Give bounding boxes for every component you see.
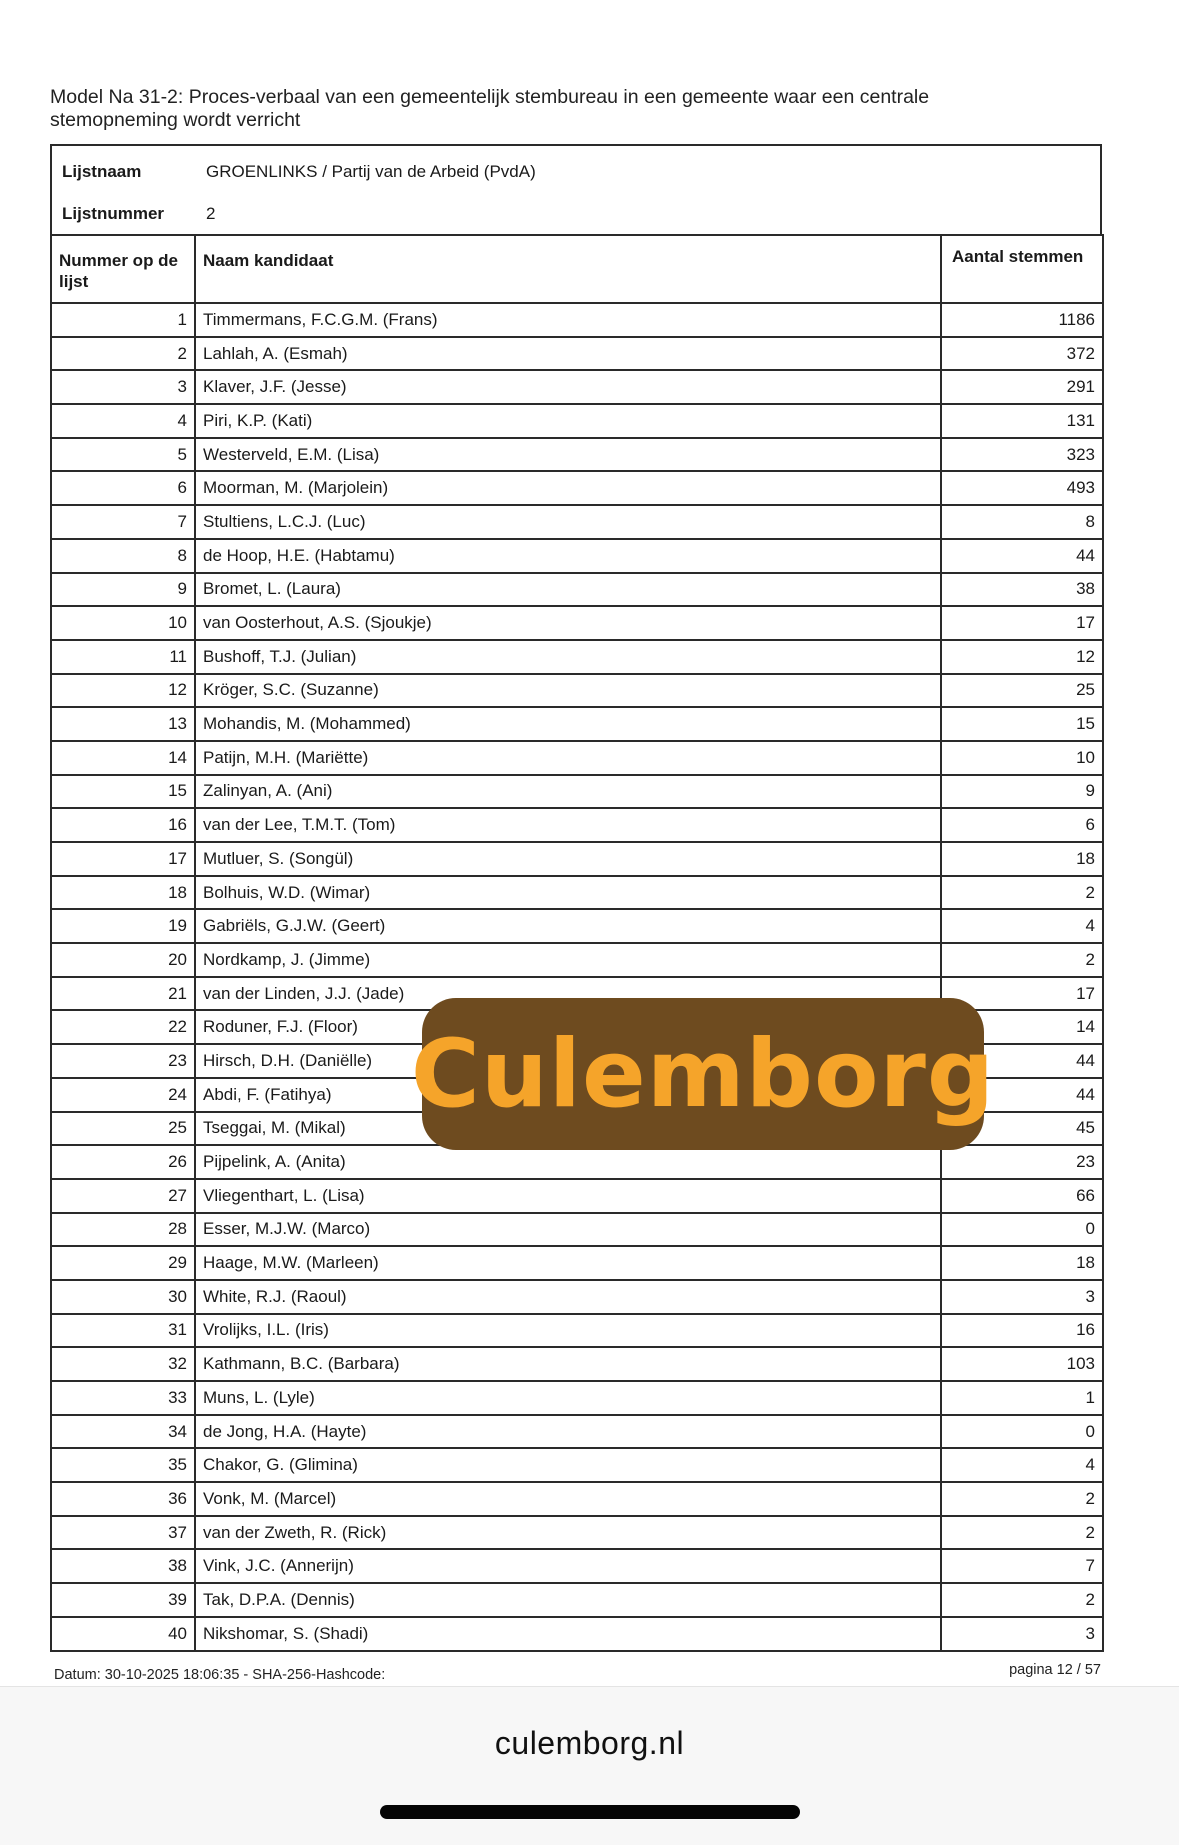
column-header-name: Naam kandidaat	[195, 235, 941, 303]
candidate-name: Westerveld, E.M. (Lisa)	[195, 438, 941, 472]
candidate-name: Patijn, M.H. (Mariëtte)	[195, 741, 941, 775]
candidate-number: 9	[51, 573, 195, 607]
candidate-votes: 2	[941, 1516, 1103, 1550]
culemborg-watermark: Culemborg	[422, 998, 984, 1150]
candidate-name: Mohandis, M. (Mohammed)	[195, 707, 941, 741]
candidate-votes: 493	[941, 471, 1103, 505]
table-row	[51, 1314, 1103, 1348]
candidate-number: 21	[51, 977, 195, 1011]
table-row	[51, 337, 1103, 371]
table-row	[51, 741, 1103, 775]
table-row	[51, 370, 1103, 404]
table-row	[51, 404, 1103, 438]
candidate-votes: 2	[941, 876, 1103, 910]
candidate-votes: 16	[941, 1314, 1103, 1348]
candidate-name: Stultiens, L.C.J. (Luc)	[195, 505, 941, 539]
table-header-row	[51, 235, 1103, 303]
candidate-votes: 9	[941, 775, 1103, 809]
candidate-number: 17	[51, 842, 195, 876]
table-row	[51, 1482, 1103, 1516]
candidate-name: Gabriëls, G.J.W. (Geert)	[195, 909, 941, 943]
candidate-votes: 14	[941, 1010, 1103, 1044]
candidate-number: 15	[51, 775, 195, 809]
candidate-number: 24	[51, 1078, 195, 1112]
table-row	[51, 303, 1103, 337]
table-row	[51, 842, 1103, 876]
footer-pagina: pagina 12 / 57	[1009, 1662, 1101, 1678]
candidate-votes: 131	[941, 404, 1103, 438]
table-row	[51, 775, 1103, 809]
column-header-number: Nummer op de lijst	[51, 235, 195, 303]
candidate-name: Kathmann, B.C. (Barbara)	[195, 1347, 941, 1381]
candidate-votes: 18	[941, 842, 1103, 876]
candidate-name: Roduner, F.J. (Floor)	[195, 1010, 941, 1044]
candidate-votes: 3	[941, 1617, 1103, 1651]
candidate-votes: 18	[941, 1246, 1103, 1280]
candidate-name: Tseggai, M. (Mikal)	[195, 1112, 941, 1146]
candidate-name: Pijpelink, A. (Anita)	[195, 1145, 941, 1179]
candidate-votes: 372	[941, 337, 1103, 371]
candidate-votes: 2	[941, 1583, 1103, 1617]
table-row	[51, 1145, 1103, 1179]
candidate-number: 14	[51, 741, 195, 775]
candidate-votes: 12	[941, 640, 1103, 674]
candidate-number: 35	[51, 1448, 195, 1482]
candidate-votes: 291	[941, 370, 1103, 404]
candidate-votes: 17	[941, 977, 1103, 1011]
candidate-number: 18	[51, 876, 195, 910]
table-row	[51, 539, 1103, 573]
candidate-number: 2	[51, 337, 195, 371]
candidate-votes: 8	[941, 505, 1103, 539]
candidate-name: Bromet, L. (Laura)	[195, 573, 941, 607]
table-row	[51, 909, 1103, 943]
candidate-name: Haage, M.W. (Marleen)	[195, 1246, 941, 1280]
table-row	[51, 1583, 1103, 1617]
candidate-number: 13	[51, 707, 195, 741]
document-title-line-2: stemopneming wordt verricht	[50, 109, 301, 131]
candidate-votes: 4	[941, 1448, 1103, 1482]
candidate-number: 12	[51, 674, 195, 708]
table-row	[51, 471, 1103, 505]
candidate-name: Zalinyan, A. (Ani)	[195, 775, 941, 809]
candidate-name: Nikshomar, S. (Shadi)	[195, 1617, 941, 1651]
candidate-votes: 3	[941, 1280, 1103, 1314]
candidate-name: van der Zweth, R. (Rick)	[195, 1516, 941, 1550]
site-url[interactable]: culemborg.nl	[494, 1725, 685, 1761]
candidate-name: Lahlah, A. (Esmah)	[195, 337, 941, 371]
candidate-votes: 1186	[941, 303, 1103, 337]
candidate-number: 25	[51, 1112, 195, 1146]
candidate-name: van der Linden, J.J. (Jade)	[195, 977, 941, 1011]
table-row	[51, 808, 1103, 842]
candidate-number: 4	[51, 404, 195, 438]
table-row	[51, 573, 1103, 607]
table-row	[51, 707, 1103, 741]
home-indicator[interactable]	[380, 1805, 800, 1819]
lijstnaam-value: GROENLINKS / Partij van de Arbeid (PvdA)	[206, 162, 536, 181]
candidate-votes: 0	[941, 1415, 1103, 1449]
candidate-votes: 0	[941, 1213, 1103, 1247]
candidates-table	[50, 234, 1104, 1652]
candidate-name: Chakor, G. (Glimina)	[195, 1448, 941, 1482]
table-row	[51, 1280, 1103, 1314]
table-row	[51, 640, 1103, 674]
candidate-name: de Jong, H.A. (Hayte)	[195, 1415, 941, 1449]
candidate-number: 7	[51, 505, 195, 539]
candidate-votes: 103	[941, 1347, 1103, 1381]
candidate-votes: 44	[941, 1078, 1103, 1112]
candidate-name: van der Lee, T.M.T. (Tom)	[195, 808, 941, 842]
candidate-name: Nordkamp, J. (Jimme)	[195, 943, 941, 977]
table-row	[51, 674, 1103, 708]
footer-datum: Datum: 30-10-2025 18:06:35 - SHA-256-Hashcode:	[54, 1667, 386, 1683]
candidate-votes: 10	[941, 741, 1103, 775]
candidate-name: Tak, D.P.A. (Dennis)	[195, 1583, 941, 1617]
table-row	[51, 1381, 1103, 1415]
candidate-number: 32	[51, 1347, 195, 1381]
candidate-name: Muns, L. (Lyle)	[195, 1381, 941, 1415]
candidate-votes: 25	[941, 674, 1103, 708]
candidate-votes: 2	[941, 1482, 1103, 1516]
candidate-name: Bushoff, T.J. (Julian)	[195, 640, 941, 674]
candidate-votes: 45	[941, 1112, 1103, 1146]
candidate-votes: 323	[941, 438, 1103, 472]
candidate-name: Bolhuis, W.D. (Wimar)	[195, 876, 941, 910]
candidate-name: Hirsch, D.H. (Daniëlle)	[195, 1044, 941, 1078]
candidate-number: 5	[51, 438, 195, 472]
candidate-number: 34	[51, 1415, 195, 1449]
table-row	[51, 943, 1103, 977]
candidate-number: 27	[51, 1179, 195, 1213]
candidate-number: 1	[51, 303, 195, 337]
candidate-number: 31	[51, 1314, 195, 1348]
candidate-number: 28	[51, 1213, 195, 1247]
table-row	[51, 1516, 1103, 1550]
candidate-votes: 15	[941, 707, 1103, 741]
candidate-number: 37	[51, 1516, 195, 1550]
table-row	[51, 1179, 1103, 1213]
candidate-number: 11	[51, 640, 195, 674]
table-row	[51, 1347, 1103, 1381]
candidate-name: White, R.J. (Raoul)	[195, 1280, 941, 1314]
candidate-number: 8	[51, 539, 195, 573]
candidate-votes: 1	[941, 1381, 1103, 1415]
browser-bottom-bar	[0, 1686, 1179, 1845]
candidate-votes: 17	[941, 606, 1103, 640]
candidate-number: 29	[51, 1246, 195, 1280]
candidate-number: 26	[51, 1145, 195, 1179]
candidate-name: de Hoop, H.E. (Habtamu)	[195, 539, 941, 573]
candidate-name: van Oosterhout, A.S. (Sjoukje)	[195, 606, 941, 640]
candidate-name: Timmermans, F.C.G.M. (Frans)	[195, 303, 941, 337]
candidate-name: Piri, K.P. (Kati)	[195, 404, 941, 438]
lijstnaam-label: Lijstnaam	[62, 162, 142, 181]
candidate-number: 23	[51, 1044, 195, 1078]
candidate-number: 20	[51, 943, 195, 977]
candidate-number: 36	[51, 1482, 195, 1516]
candidate-number: 16	[51, 808, 195, 842]
candidate-name: Mutluer, S. (Songül)	[195, 842, 941, 876]
candidate-votes: 66	[941, 1179, 1103, 1213]
candidate-votes: 6	[941, 808, 1103, 842]
candidate-name: Moorman, M. (Marjolein)	[195, 471, 941, 505]
table-row	[51, 1213, 1103, 1247]
candidate-name: Vrolijks, I.L. (Iris)	[195, 1314, 941, 1348]
table-row	[51, 1246, 1103, 1280]
candidate-number: 33	[51, 1381, 195, 1415]
candidate-number: 38	[51, 1549, 195, 1583]
table-row	[51, 606, 1103, 640]
candidate-number: 22	[51, 1010, 195, 1044]
table-row	[51, 1448, 1103, 1482]
candidate-name: Kröger, S.C. (Suzanne)	[195, 674, 941, 708]
table-row	[51, 438, 1103, 472]
candidate-number: 39	[51, 1583, 195, 1617]
table-row	[51, 505, 1103, 539]
table-row	[51, 876, 1103, 910]
candidate-votes: 44	[941, 539, 1103, 573]
candidate-number: 30	[51, 1280, 195, 1314]
candidate-name: Vonk, M. (Marcel)	[195, 1482, 941, 1516]
candidate-number: 10	[51, 606, 195, 640]
candidate-name: Abdi, F. (Fatihya)	[195, 1078, 941, 1112]
document-title-line-1: Model Na 31-2: Proces-verbaal van een gemeentelijk stembureau in een gemeente waar een centrale	[50, 86, 930, 108]
candidate-name: Esser, M.J.W. (Marco)	[195, 1213, 941, 1247]
candidate-votes: 44	[941, 1044, 1103, 1078]
candidate-name: Klaver, J.F. (Jesse)	[195, 370, 941, 404]
candidate-number: 40	[51, 1617, 195, 1651]
lijstnummer-value: 2	[206, 204, 216, 223]
candidate-name: Vliegenthart, L. (Lisa)	[195, 1179, 941, 1213]
table-row	[51, 1549, 1103, 1583]
document-title	[50, 86, 1030, 132]
list-header-box	[50, 144, 1102, 234]
candidate-number: 6	[51, 471, 195, 505]
lijstnummer-label: Lijstnummer	[62, 204, 165, 223]
candidate-votes: 38	[941, 573, 1103, 607]
candidate-name: Vink, J.C. (Annerijn)	[195, 1549, 941, 1583]
candidate-votes: 4	[941, 909, 1103, 943]
table-row	[51, 1415, 1103, 1449]
candidate-votes: 7	[941, 1549, 1103, 1583]
candidates-table-body	[51, 303, 1103, 1651]
candidate-number: 19	[51, 909, 195, 943]
candidate-votes: 23	[941, 1145, 1103, 1179]
candidate-votes: 2	[941, 943, 1103, 977]
table-row	[51, 1617, 1103, 1651]
column-header-votes: Aantal stemmen	[941, 235, 1103, 303]
candidate-number: 3	[51, 370, 195, 404]
